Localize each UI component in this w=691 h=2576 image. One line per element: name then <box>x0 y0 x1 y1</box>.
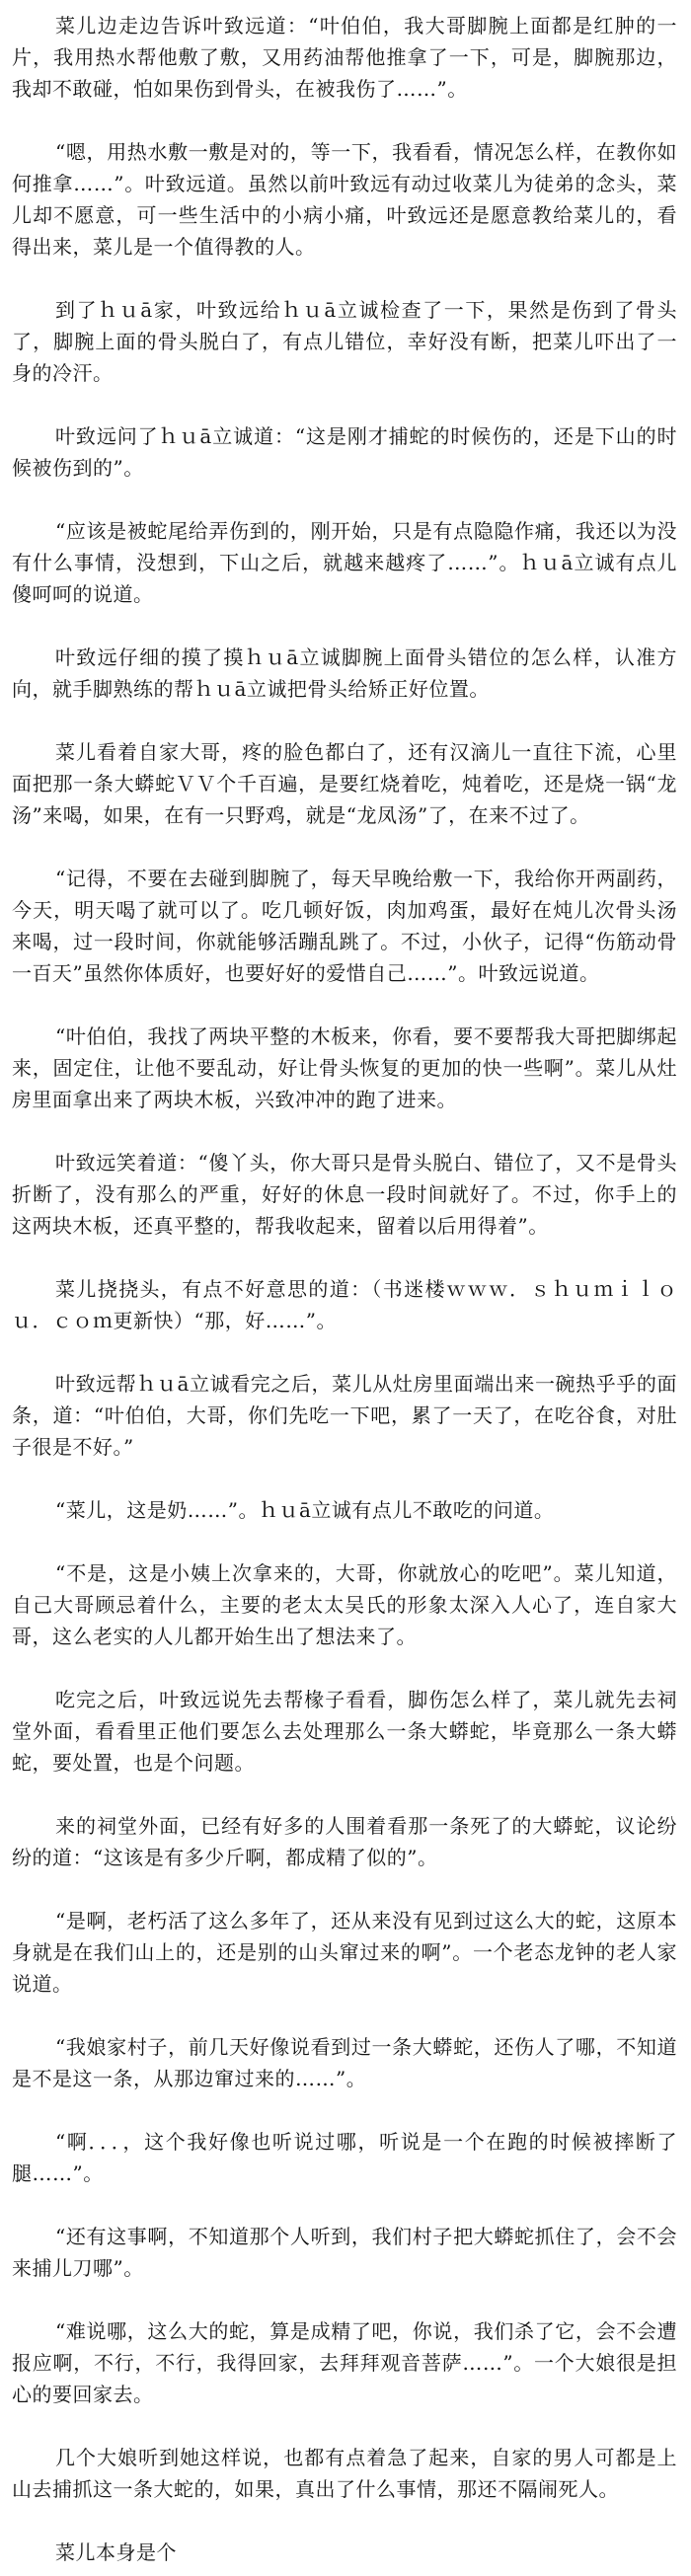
paragraph: 到了ｈｕā家，叶致远给ｈｕā立诚检查了一下，果然是伤到了骨头了，脚腕上面的骨头脱白了，有点儿错位，幸好没有断，把菜儿吓出了一身的冷汗。 <box>12 298 677 385</box>
paragraph: “我娘家村子，前几天好像说看到过一条大蟒蛇，还伤人了哪，不知道是不是这一条，从那边窜过来的……”。 <box>12 2035 677 2090</box>
paragraph: 叶致远帮ｈｕā立诚看完之后，菜儿从灶房里面端出来一碗热乎乎的面条，道：“叶伯伯，大哥，你们先吃一下吧，累了一天了，在吃谷食，对肚子很是不好。” <box>12 1372 677 1459</box>
paragraph: “是啊，老朽活了这么多年了，还从来没有见到过这么大的蛇，这原本身就是在我们山上的，还是别的山头窜过来的啊”。一个老态龙钟的老人家说道。 <box>12 1909 677 1996</box>
paragraph: 菜儿本身是个 <box>55 2540 177 2564</box>
paragraph: 吃完之后，叶致远说先去帮椽子看看，脚伤怎么样了，菜儿就先去祠堂外面，看看里正他们要怎么去处理那么一条大蟒蛇，毕竟那么一条大蟒蛇，要处置，也是个问题。 <box>12 1688 677 1775</box>
paragraph: “难说哪，这么大的蛇，算是成精了吧，你说，我们杀了它，会不会遭报应啊，不行，不行，我得回家，去拜拜观音菩萨……”。一个大娘很是担心的要回家去。 <box>12 2319 677 2406</box>
paragraph: “应该是被蛇尾给弄伤到的，刚开始，只是有点隐隐作痛，我还以为没有什么事情，没想到，下山之后，就越来越疼了……”。ｈｕā立诚有点儿傻呵呵的说道。 <box>12 519 677 606</box>
paragraph: 叶致远仔细的摸了摸ｈｕā立诚脚腕上面骨头错位的怎么样，认准方向，就手脚熟练的帮ｈｕā立诚把骨头给矫正好位置。 <box>12 645 677 701</box>
paragraph: 叶致远问了ｈｕā立诚道：“这是刚才捕蛇的时候伤的，还是下山的时候被伤到的”。 <box>12 424 677 480</box>
paragraph: 菜儿看着自家大哥，疼的脸色都白了，还有汉滴儿一直往下流，心里面把那一条大蟒蛇ＶＶ个千百遍，是要红烧着吃，炖着吃，还是烧一锅“龙汤”来喝，如果，在有一只野鸡，就是“龙凤汤”了，在来不过了。 <box>12 740 677 827</box>
paragraph: “还有这事啊，不知道那个人听到，我们村子把大蟒蛇抓住了，会不会来捕儿刀哪”。 <box>12 2225 677 2280</box>
paragraph: “不是，这是小姨上次拿来的，大哥，你就放心的吃吧”。菜儿知道，自己大哥顾忌着什么，主要的老太太吴氏的形象太深入人心了，连自家大哥，这么老实的人儿都开始生出了想法来了。 <box>12 1561 677 1648</box>
paragraph: “嗯，用热水敷一敷是对的，等一下，我看看，情况怎么样，在教你如何推拿……”。叶致远道。虽然以前叶致远有动过收菜儿为徒弟的念头，菜儿却不愿意，可一些生活中的小病小痛，叶致远还是愿意教给菜儿的，看得出来，菜儿是一个值得教的人。 <box>12 140 677 259</box>
paragraph: “叶伯伯，我找了两块平整的木板来，你看，要不要帮我大哥把脚绑起来，固定住，让他不要乱动，好让骨头恢复的更加的快一些啊”。菜儿从灶房里面拿出来了两块木板，兴致冲冲的跑了进来。 <box>12 1024 677 1111</box>
paragraph: 菜儿边走边告诉叶致远道：“叶伯伯，我大哥脚腕上面都是红肿的一片，我用热水帮他敷了敷，又用药油帮他推拿了一下，可是，脚腕那边，我却不敢碰，怕如果伤到骨头，在被我伤了……”。 <box>12 14 677 101</box>
paragraph: “啊．．．，这个我好像也听说过哪，听说是一个在跑的时候被摔断了腿……”。 <box>12 2130 677 2185</box>
paragraph: 菜儿挠挠头，有点不好意思的道：（书迷楼ｗｗｗ．ｓｈｕｍｉｌｏｕ．ｃｏｍ更新快）“那，好……”。 <box>12 1277 677 1332</box>
paragraph: 叶致远笑着道：“傻丫头，你大哥只是骨头脱白、错位了，又不是骨头折断了，没有那么的严重，好好的休息一段时间就好了。不过，你手上的这两块木板，还真平整的，帮我收起来，留着以后用得着”。 <box>12 1151 677 1238</box>
paragraph: “记得，不要在去碰到脚腕了，每天早晚给敷一下，我给你开两副药，今天，明天喝了就可以了。吃几顿好饭，肉加鸡蛋，最好在炖儿次骨头汤来喝，过一段时间，你就能够活蹦乱跳了。不过，小伙子，记得“伤筋动骨一百天”虽然你体质好，也要好好的爱惜自己……”。叶致远说道。 <box>12 867 677 985</box>
paragraph: 来的祠堂外面，已经有好多的人围着看那一条死了的大蟒蛇，议论纷纷的道：“这该是有多少斤啊，都成精了似的”。 <box>12 1814 677 1869</box>
paragraph: 几个大娘听到她这样说，也都有点着急了起来，自家的男人可都是上山去捕抓这一条大蛇的，如果，真出了什么事情，那还不隔闹死人。 <box>12 2446 677 2501</box>
paragraph: “菜儿，这是奶……”。ｈｕā立诚有点儿不敢吃的问道。 <box>55 1498 555 1522</box>
